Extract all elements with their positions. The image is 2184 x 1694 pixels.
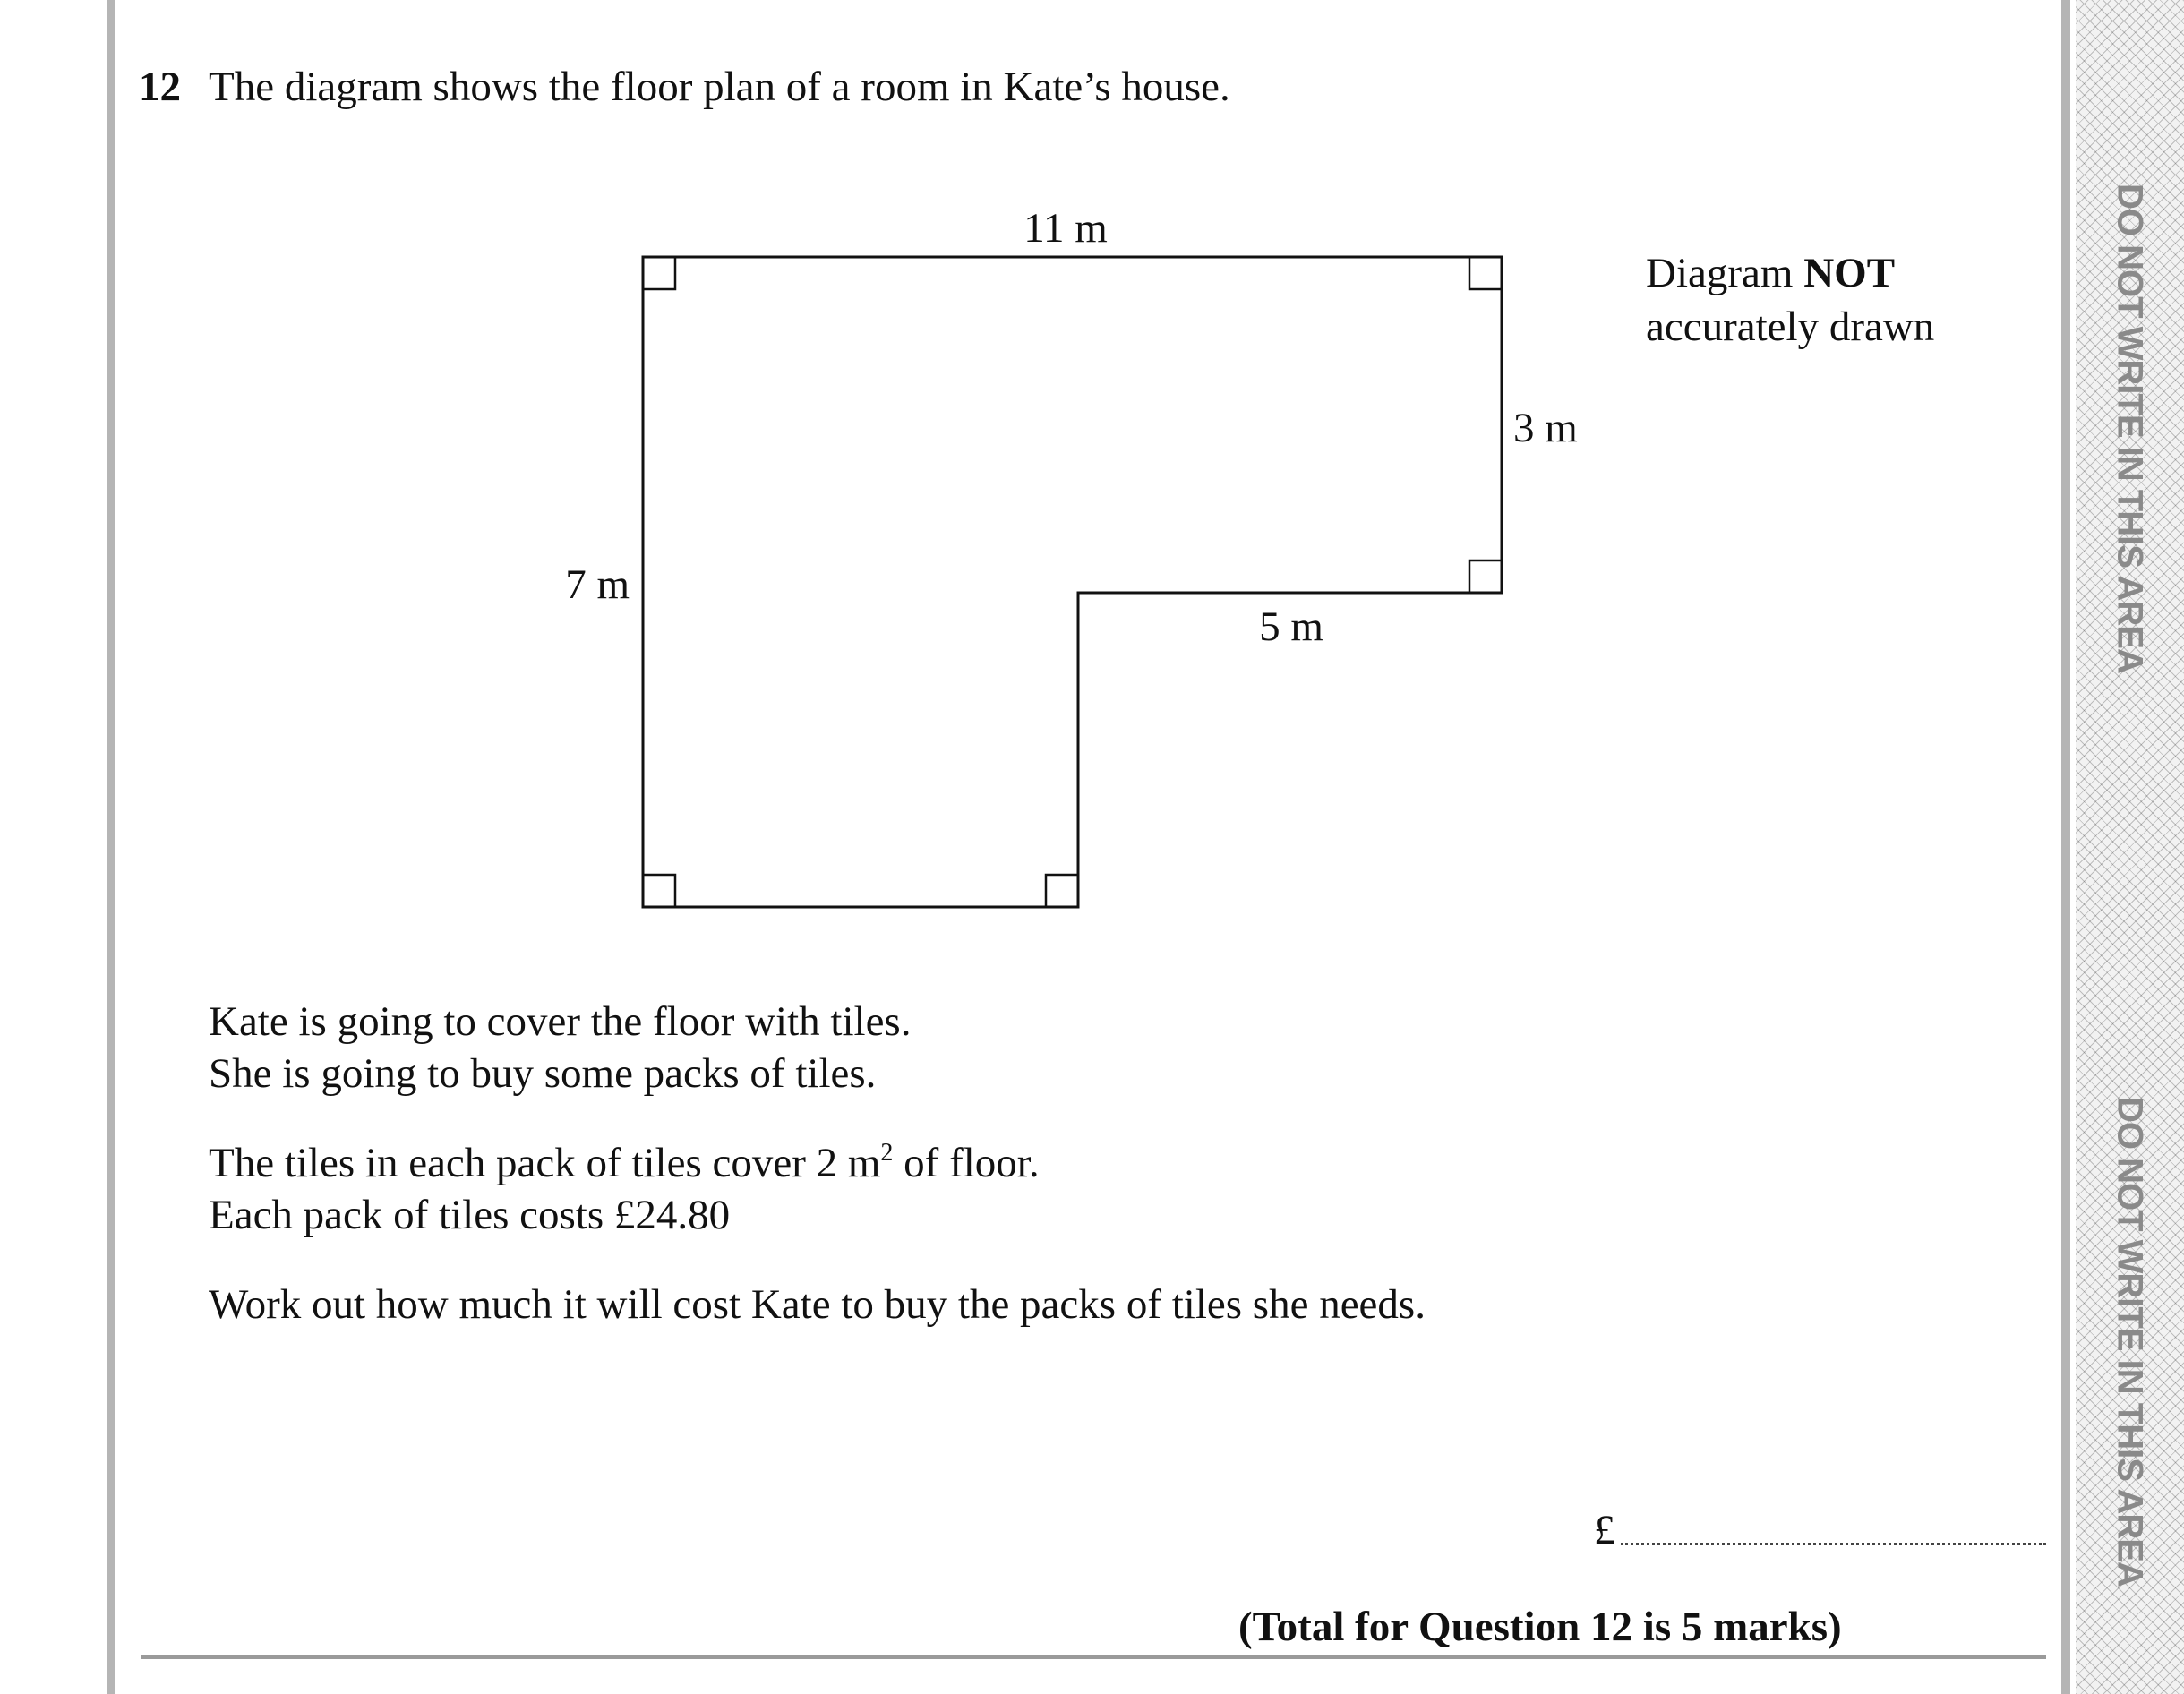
label-left-length: 7 m bbox=[565, 561, 630, 608]
right-angle-marker bbox=[643, 875, 675, 907]
diagram-note-line2: accurately drawn bbox=[1646, 304, 1935, 350]
label-right-length: 3 m bbox=[1513, 405, 1578, 451]
right-angle-marker bbox=[1469, 560, 1502, 593]
p2-line1-post: of floor. bbox=[893, 1140, 1040, 1186]
squared-superscript: 2 bbox=[880, 1139, 894, 1167]
answer-currency-symbol: £ bbox=[1594, 1507, 1615, 1553]
label-inner-length: 5 m bbox=[1259, 603, 1323, 650]
right-angle-marker bbox=[643, 257, 675, 289]
total-marks: (Total for Question 12 is 5 marks) bbox=[1238, 1604, 1842, 1650]
bottom-rule bbox=[141, 1656, 2046, 1659]
diagram-note-bold: NOT bbox=[1803, 250, 1896, 296]
diagram-note-prefix: Diagram bbox=[1646, 250, 1794, 296]
paragraph-instruction: Work out how much it will cost Kate to buy the packs of tiles she needs. bbox=[209, 1281, 1426, 1328]
p1-line1: Kate is going to cover the floor with tiles. bbox=[209, 998, 912, 1045]
question-number: 12 bbox=[139, 64, 181, 110]
margin-warning-top: DO NOT WRITE IN THIS AREA bbox=[2110, 184, 2150, 673]
floor-plan-outline bbox=[643, 257, 1502, 907]
paragraph-pack-info bbox=[209, 1137, 1040, 1241]
answer-line[interactable] bbox=[1621, 1543, 2046, 1545]
margin-warning-bottom: DO NOT WRITE IN THIS AREA bbox=[2110, 1097, 2150, 1587]
question-text: The diagram shows the floor plan of a room in Kate’s house. bbox=[209, 64, 1230, 110]
p2-line1-pre: The tiles in each pack of tiles cover 2 m bbox=[209, 1140, 881, 1186]
p2-line1 bbox=[209, 1137, 1040, 1189]
p1-line2: She is going to buy some packs of tiles. bbox=[209, 1050, 877, 1097]
p2-line2: Each pack of tiles costs £24.80 bbox=[209, 1192, 731, 1238]
right-angle-marker bbox=[1046, 875, 1078, 907]
paragraph-tiles bbox=[209, 996, 911, 1099]
diagram-note bbox=[1646, 246, 1934, 354]
label-top-length: 11 m bbox=[1023, 205, 1108, 252]
right-angle-marker bbox=[1469, 257, 1502, 289]
